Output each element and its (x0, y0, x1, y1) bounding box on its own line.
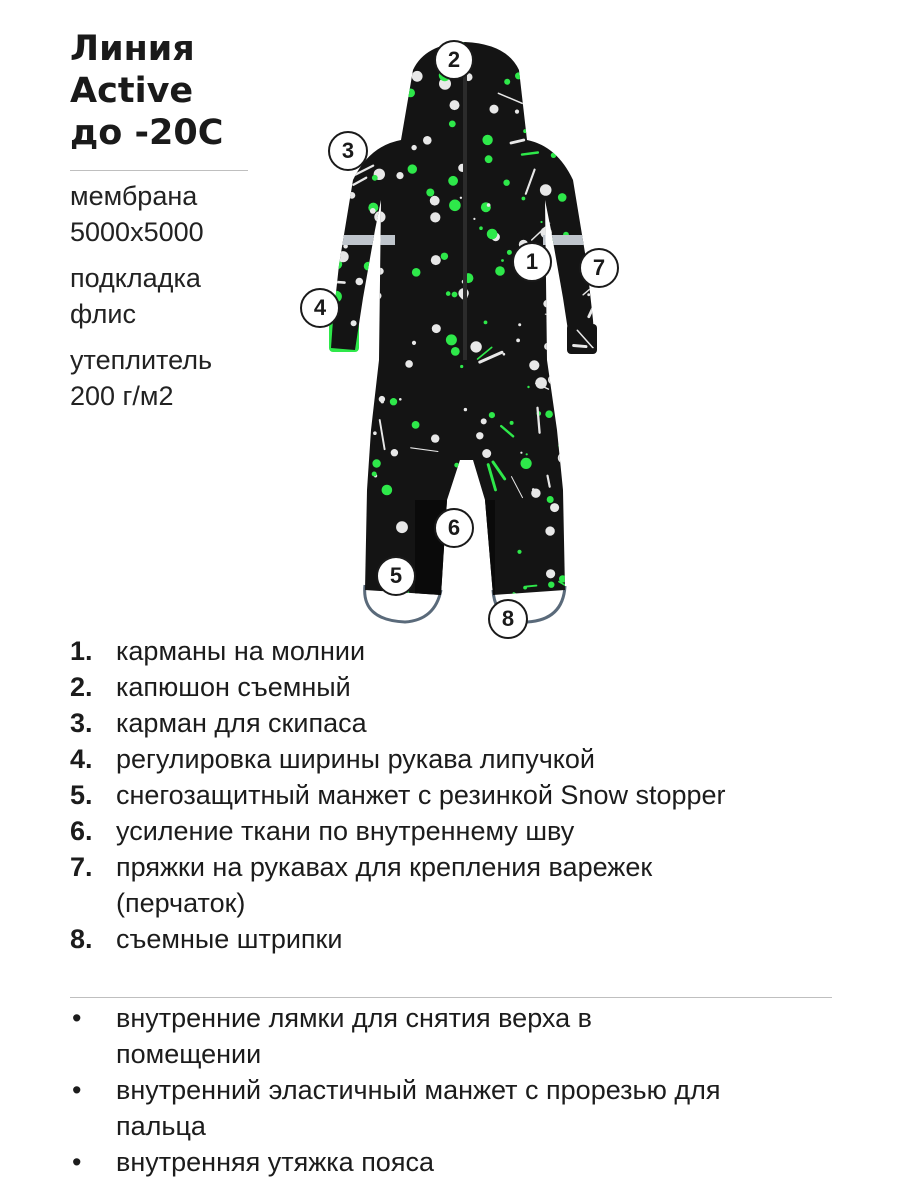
extras-list (70, 1000, 870, 1180)
callout-3: 3 (328, 131, 368, 171)
features-list (70, 633, 870, 957)
bullet-icon: • (72, 1003, 82, 1033)
feature-number: 5. (70, 780, 93, 810)
feature-number: 4. (70, 744, 93, 774)
callout-6: 6 (434, 508, 474, 548)
callout-7: 7 (579, 248, 619, 288)
spec-membrane (70, 178, 300, 250)
callout-2: 2 (434, 40, 474, 80)
feature-item (70, 741, 870, 777)
feature-item (70, 813, 870, 849)
title-line: до -20С (70, 113, 224, 153)
feature-number: 8. (70, 924, 93, 954)
bullet-icon: • (72, 1147, 82, 1177)
feature-number: 6. (70, 816, 93, 846)
feature-text: съемные штрипки (116, 924, 343, 954)
extra-item (70, 1072, 870, 1144)
spec-lining (70, 260, 300, 332)
product-line-title (70, 28, 270, 154)
spec-label: подкладка (70, 263, 201, 293)
extra-text: внутренние лямки для снятия верха в помещении (116, 1003, 592, 1069)
spec-insulation (70, 342, 300, 414)
bullet-icon: • (72, 1075, 82, 1105)
feature-text: пряжки на рукавах для крепления варежек (перчаток) (116, 852, 653, 918)
specs-list (70, 178, 300, 424)
feature-text: снегозащитный манжет с резинкой Snow stopper (116, 780, 726, 810)
spec-value: 5000х5000 (70, 217, 204, 247)
callout-1: 1 (512, 242, 552, 282)
spec-label: мембрана (70, 181, 198, 211)
feature-item (70, 777, 870, 813)
feature-item (70, 921, 870, 957)
feature-number: 1. (70, 636, 93, 666)
spec-value: флис (70, 299, 136, 329)
extra-text: внутренний эластичный манжет с прорезью для пальца (116, 1075, 721, 1141)
feature-item (70, 705, 870, 741)
callout-8: 8 (488, 599, 528, 639)
feature-text: карман для скипаса (116, 708, 367, 738)
extra-text: внутренняя утяжка пояса (116, 1147, 434, 1177)
list-divider (70, 997, 832, 998)
feature-item (70, 633, 870, 669)
spec-label: утеплитель (70, 345, 213, 375)
callout-4: 4 (300, 288, 340, 328)
feature-text: усиление ткани по внутреннему шву (116, 816, 575, 846)
feature-item (70, 669, 870, 705)
title-line: Active (70, 71, 194, 111)
callout-5: 5 (376, 556, 416, 596)
feature-number: 3. (70, 708, 93, 738)
title-line: Линия (70, 29, 195, 69)
product-image (295, 30, 635, 630)
spec-value: 200 г/м2 (70, 381, 174, 411)
feature-text: регулировка ширины рукава липучкой (116, 744, 596, 774)
feature-text: карманы на молнии (116, 636, 366, 666)
feature-item (70, 849, 870, 921)
extra-item (70, 1000, 870, 1072)
feature-number: 2. (70, 672, 93, 702)
feature-number: 7. (70, 852, 93, 882)
feature-text: капюшон съемный (116, 672, 351, 702)
extra-item (70, 1144, 870, 1180)
title-divider (70, 170, 248, 171)
